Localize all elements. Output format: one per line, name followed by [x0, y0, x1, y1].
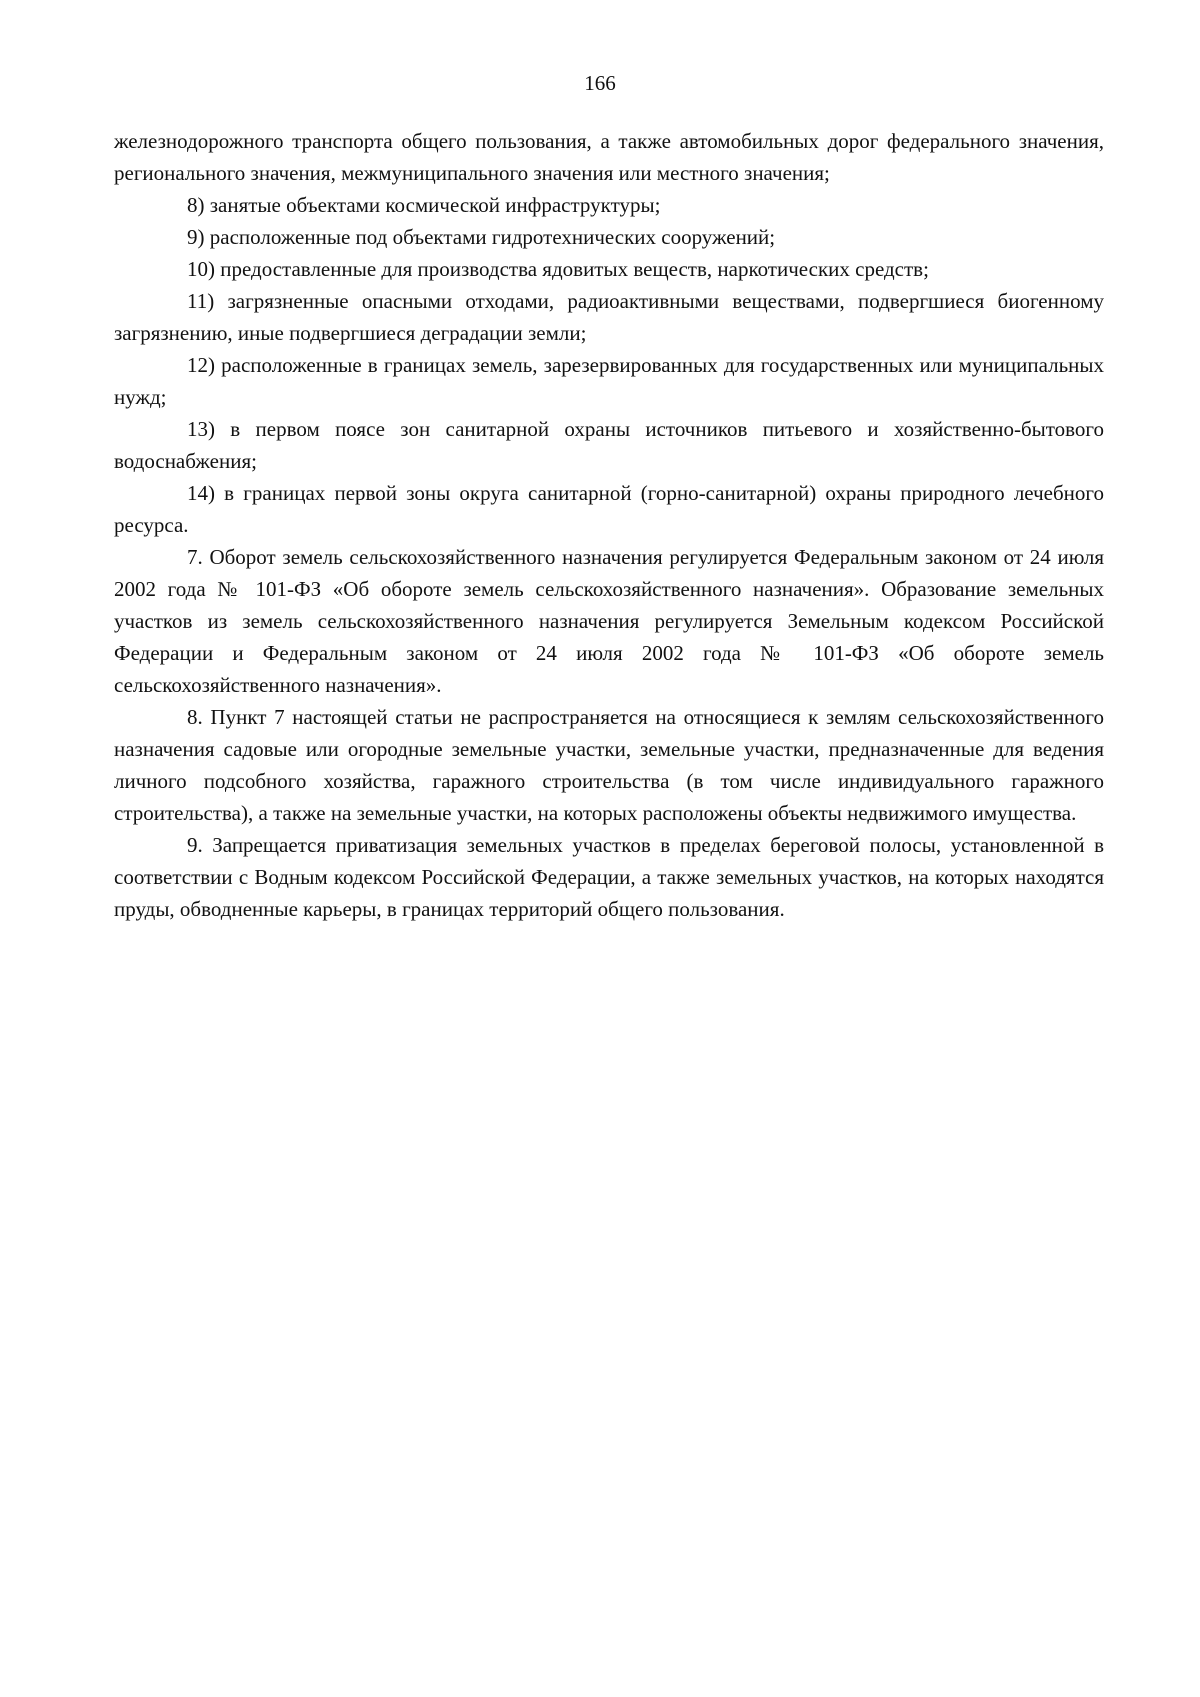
list-item-11: 11) загрязненные опасными отходами, радиоактивными веществами, подвергшиеся биогенному загрязнению, иные подвергшиеся деградации земли; [114, 289, 1104, 345]
page-number: 166 [584, 71, 616, 95]
clause-9: 9. Запрещается приватизация земельных участков в пределах береговой полосы, установленной в соответствии с Водным кодексом Российской Федерации, а также земельных участков, на которых находятся пруды, обводненные карьеры, в границах территорий общего пользования. [114, 833, 1104, 921]
list-item-13: 13) в первом поясе зон санитарной охраны источников питьевого и хозяйственно-бытового водоснабжения; [114, 417, 1104, 473]
list-item-9: 9) расположенные под объектами гидротехнических сооружений; [187, 225, 776, 249]
paragraph-continuation: железнодорожного транспорта общего пользования, а также автомобильных дорог федерального значения, регионального значения, межмуниципального значения или местного значения; [114, 129, 1104, 185]
list-item-8: 8) занятые объектами космической инфраструктуры; [187, 193, 661, 217]
list-item-12: 12) расположенные в границах земель, зарезервированных для государственных или муниципальных нужд; [114, 353, 1104, 409]
clause-7: 7. Оборот земель сельскохозяйственного назначения регулируется Федеральным законом от 24 июля 2002 года № 101-ФЗ «Об обороте земель сельскохозяйственного назначения». Образование земельных участков из земель сельскохозяйственного назначения регулируется Земельным кодексом Российской Федерации и Федеральным законом от 24 июля 2002 года № 101-ФЗ «Об обороте земель сельскохозяйственного назначения». [114, 545, 1104, 697]
list-item-10: 10) предоставленные для производства ядовитых веществ, наркотических средств; [187, 257, 929, 281]
list-item-14: 14) в границах первой зоны округа санитарной (горно-санитарной) охраны природного лечебного ресурса. [114, 481, 1104, 537]
document-body [114, 125, 1104, 925]
clause-8: 8. Пункт 7 настоящей статьи не распространяется на относящиеся к землям сельскохозяйственного назначения садовые или огородные земельные участки, земельные участки, предназначенные для ведения личного подсобного хозяйства, гаражного строительства (в том числе индивидуального гаражного строительства), а также на земельные участки, на которых расположены объекты недвижимого имущества. [114, 705, 1104, 825]
